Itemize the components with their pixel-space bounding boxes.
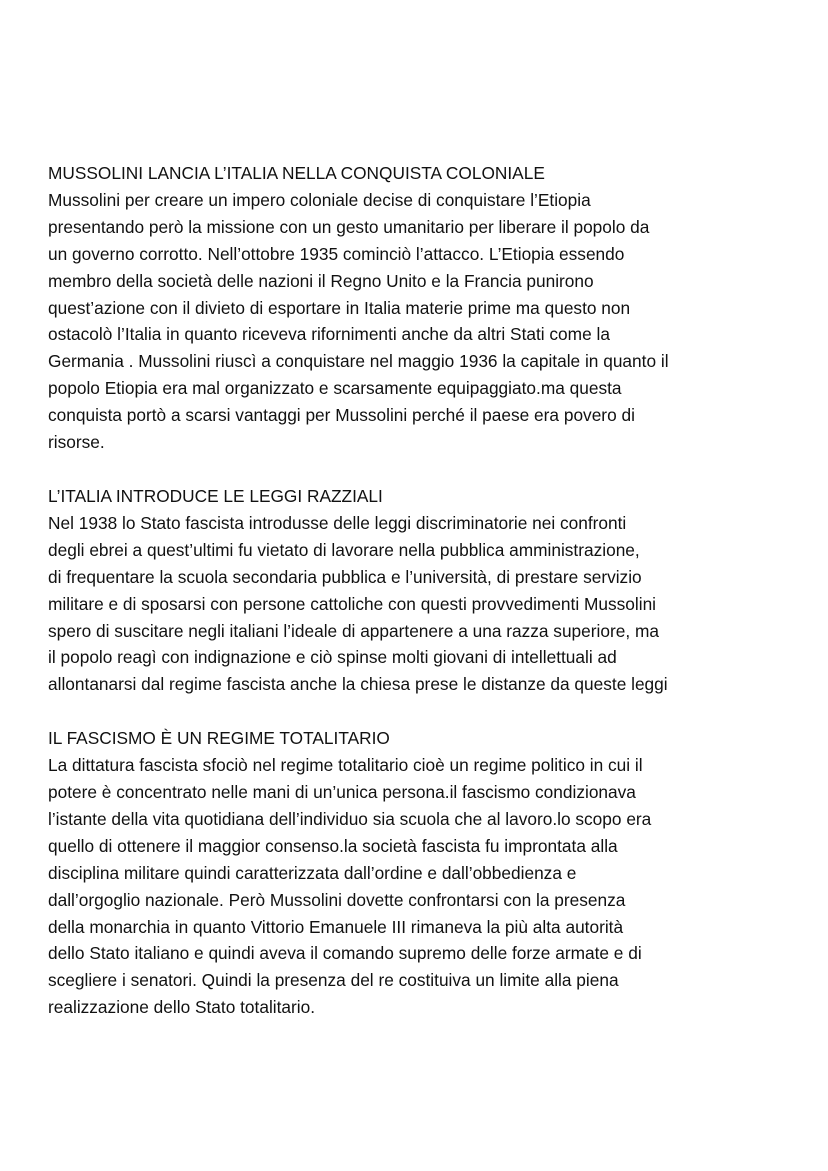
section-heading: L’ITALIA INTRODUCE LE LEGGI RAZZIALI [48, 485, 383, 506]
paragraph-line: di frequentare la scuola secondaria pubblica e l’università, di prestare servizio [48, 566, 642, 587]
paragraph-line: quello di ottenere il maggior consenso.la società fascista fu improntata alla [48, 835, 618, 856]
paragraph-line: membro della società delle nazioni il Regno Unito e la Francia punirono [48, 270, 594, 291]
paragraph-line: militare e di sposarsi con persone cattoliche con questi provvedimenti Mussolini [48, 593, 657, 614]
paragraph-line: presentando però la missione con un gesto umanitario per liberare il popolo da [48, 216, 650, 237]
section-heading: MUSSOLINI LANCIA L’ITALIA NELLA CONQUISTA COLONIALE [48, 163, 545, 183]
section-totalitarian-regime [48, 725, 800, 1021]
paragraph-line: degli ebrei a quest’ultimi fu vietato di lavorare nella pubblica amministrazione, [48, 539, 640, 560]
paragraph-line: potere è concentrato nelle mani di un’unica persona.il fascismo condizionava [48, 782, 636, 803]
paragraph-line: dello Stato italiano e quindi aveva il comando supremo delle forze armate e di [48, 943, 642, 964]
section-heading: IL FASCISMO È UN REGIME TOTALITARIO [48, 728, 390, 749]
paragraph-line: Germania . Mussolini riuscì a conquistare nel maggio 1936 la capitale in quanto il [48, 351, 669, 372]
paragraph-line: allontanarsi dal regime fascista anche la chiesa prese le distanze da queste leggi [48, 674, 668, 695]
paragraph-line: Nel 1938 lo Stato fascista introdusse delle leggi discriminatorie nei confronti [48, 512, 627, 533]
paragraph-line: disciplina militare quindi caratterizzata dall’ordine e dall’obbedienza e [48, 862, 577, 883]
paragraph-line: popolo Etiopia era mal organizzato e scarsamente equipaggiato.ma questa [48, 378, 622, 399]
paragraph-line: quest’azione con il divieto di esportare in Italia materie prime ma questo non [48, 297, 631, 318]
document-page [48, 160, 800, 1048]
paragraph-line: ostacolò l’Italia in quanto riceveva rifornimenti anche da altri Stati come la [48, 324, 610, 345]
paragraph-line: spero di suscitare negli italiani l’ideale di appartenere a una razza superiore, ma [48, 620, 659, 641]
paragraph-line: Mussolini per creare un impero coloniale decise di conquistare l’Etiopia [48, 189, 591, 210]
paragraph-line: conquista portò a scarsi vantaggi per Mussolini perché il paese era povero di [48, 405, 635, 426]
paragraph-line: della monarchia in quanto Vittorio Emanuele III rimaneva la più alta autorità [48, 916, 624, 937]
paragraph-line: realizzazione dello Stato totalitario. [48, 997, 316, 1018]
paragraph-line: dall’orgoglio nazionale. Però Mussolini dovette confrontarsi con la presenza [48, 889, 626, 910]
paragraph-line: un governo corrotto. Nell’ottobre 1935 cominciò l’attacco. L’Etiopia essendo [48, 243, 625, 264]
paragraph-line: l’istante della vita quotidiana dell’individuo sia scuola che al lavoro.lo scopo era [48, 808, 652, 829]
section-colonial-conquest [48, 160, 800, 456]
paragraph-line: risorse. [48, 432, 105, 453]
paragraph-line: La dittatura fascista sfociò nel regime totalitario cioè un regime politico in cui il [48, 755, 643, 776]
paragraph-line: il popolo reagì con indignazione e ciò spinse molti giovani di intellettuali ad [48, 647, 617, 668]
paragraph-line: scegliere i senatori. Quindi la presenza del re costituiva un limite alla piena [48, 970, 619, 991]
section-racial-laws [48, 483, 800, 698]
